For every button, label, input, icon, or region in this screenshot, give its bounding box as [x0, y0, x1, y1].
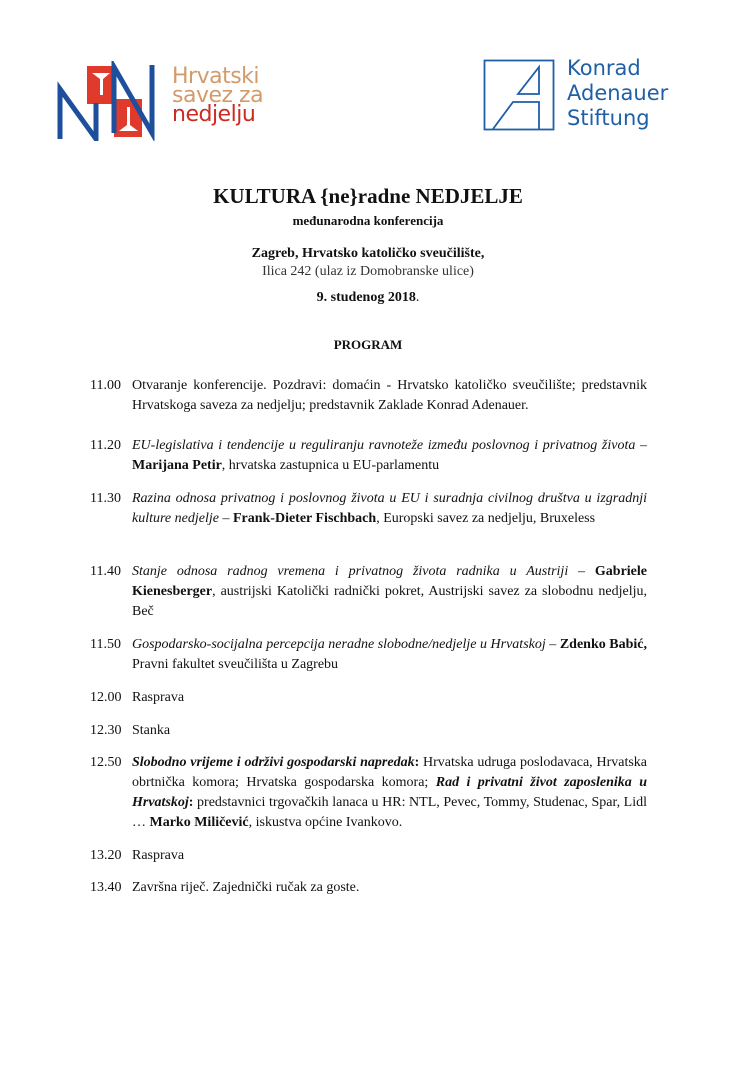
- plain-text: Pravni fakultet sveučilišta u Zagrebu: [132, 657, 339, 672]
- hrvatski-savez-logo: [56, 61, 306, 141]
- date-suffix: .: [415, 290, 420, 305]
- program-item-description: [132, 721, 647, 741]
- program-item-time: 11.20: [90, 438, 121, 453]
- program-item: [90, 562, 647, 622]
- plain-text: –: [545, 637, 560, 652]
- program-item: [90, 846, 647, 866]
- program-item-time: 11.40: [90, 564, 121, 579]
- program-item-time: 11.50: [90, 637, 121, 652]
- address: Ilica 242 (ulaz iz Domobranske ulice): [262, 264, 474, 279]
- event-date: [0, 290, 736, 306]
- program-item-time: 11.30: [90, 491, 121, 506]
- program-item-description: [132, 436, 647, 476]
- topic-title: Stanje odnosa radnog vremena i privatnog života radnika u Austriji: [132, 564, 569, 579]
- plain-text: , iskustva općine Ivankovo.: [248, 815, 403, 830]
- emphasis-text: :: [414, 755, 420, 770]
- document-subtitle: međunarodna konferencija: [292, 213, 444, 228]
- kas-logo-mark-icon: [483, 59, 555, 131]
- program-item-time: 11.00: [90, 378, 121, 393]
- emphasis-text: Marko Miličević: [149, 815, 249, 830]
- program-item-description: [132, 562, 647, 622]
- plain-text: Hrvatska udruga poslodavaca, Hrvatska obrtnička komora; Hrvatska gospodarska komora;: [132, 755, 647, 790]
- logo-text-line: nedjelju: [172, 102, 256, 127]
- program-item: [90, 878, 647, 898]
- logo-text-line: savez za: [172, 83, 264, 108]
- topic-title: Razina odnosa privatnog i poslovnog života u EU i suradnja civilnog društva u izgradnji kulture nedjelje: [132, 491, 647, 526]
- plain-text: , Europski savez za nedjelju, Bruxeless: [376, 511, 596, 526]
- konrad-adenauer-logo: [483, 56, 703, 141]
- emphasis-text: Zdenko Babić,: [559, 637, 648, 652]
- hsn-logo-mark-icon: [56, 61, 164, 141]
- program-item: [90, 635, 647, 675]
- program-item-description: [132, 635, 647, 675]
- program-item-time: 13.20: [90, 848, 122, 863]
- program-item: [90, 489, 647, 529]
- emphasis-text: Frank-Dieter Fischbach: [232, 511, 377, 526]
- plain-text: –: [635, 438, 647, 453]
- plain-text: Završna riječ. Zajednički ručak za goste.: [132, 880, 360, 895]
- program-heading: PROGRAM: [333, 337, 403, 352]
- date-value: 9. studenog 2018: [316, 290, 416, 305]
- program-item-description: [132, 688, 647, 708]
- document-title: KULTURA {ne}radne NEDJELJE: [213, 184, 523, 208]
- program-item: [90, 721, 647, 741]
- venue: Zagreb, Hrvatsko katoličko sveučilište,: [251, 246, 485, 261]
- plain-text: predstavnici trgovačkih lanaca u HR: NTL, Pevec, Tommy, Studenac, Spar, Lidl …: [132, 795, 647, 830]
- program-item: [90, 753, 647, 833]
- emphasis-text: Slobodno vrijeme i održivi gospodarski napredak: [132, 755, 415, 770]
- logo-text-line: Konrad: [567, 56, 641, 80]
- plain-text: Otvaranje konferencije. Pozdravi: domaćin - Hrvatsko katoličko sveučilište; predstavnik Hrvatskoga saveza za nedjelju; predstavnik Zaklade Konrad Adenauer.: [132, 378, 647, 413]
- program-item-time: 12.00: [90, 690, 122, 705]
- program-item-time: 12.30: [90, 723, 122, 738]
- plain-text: –: [218, 511, 233, 526]
- plain-text: , austrijski Katolički radnički pokret, Austrijski savez za slobodnu nedjelju, Beč: [132, 584, 647, 619]
- emphasis-text: Marijana Petir: [132, 458, 222, 473]
- logo-text-line: Hrvatski: [172, 64, 260, 89]
- program-item: [90, 376, 647, 416]
- program-item: [90, 688, 647, 708]
- topic-title: Gospodarsko-socijalna percepcija neradne slobodne/nedjelje u Hrvatskoj: [132, 637, 546, 652]
- program-item-description: [132, 753, 647, 833]
- logo-text-line: Adenauer: [567, 81, 669, 105]
- program-item-description: [132, 846, 647, 866]
- plain-text: , hrvatska zastupnica u EU-parlamentu: [221, 458, 440, 473]
- emphasis-text: Gabriele Kienesberger: [132, 564, 648, 599]
- logo-text-line: Stiftung: [567, 106, 650, 130]
- program-item-description: [132, 489, 647, 529]
- plain-text: Rasprava: [132, 690, 185, 705]
- program-item: [90, 436, 647, 476]
- plain-text: –: [568, 564, 595, 579]
- plain-text: Stanka: [132, 723, 171, 738]
- emphasis-text: Rad i privatni život zaposlenika u Hrvatskoj: [132, 775, 647, 810]
- program-item-time: 13.40: [90, 880, 122, 895]
- program-item-description: [132, 376, 647, 416]
- topic-title: EU-legislativa i tendencije u reguliranju ravnoteže između poslovnog i privatnog života: [132, 438, 636, 453]
- emphasis-text: :: [188, 795, 194, 810]
- plain-text: Rasprava: [132, 848, 185, 863]
- program-item-time: 12.50: [90, 755, 122, 770]
- program-item-description: [132, 878, 647, 898]
